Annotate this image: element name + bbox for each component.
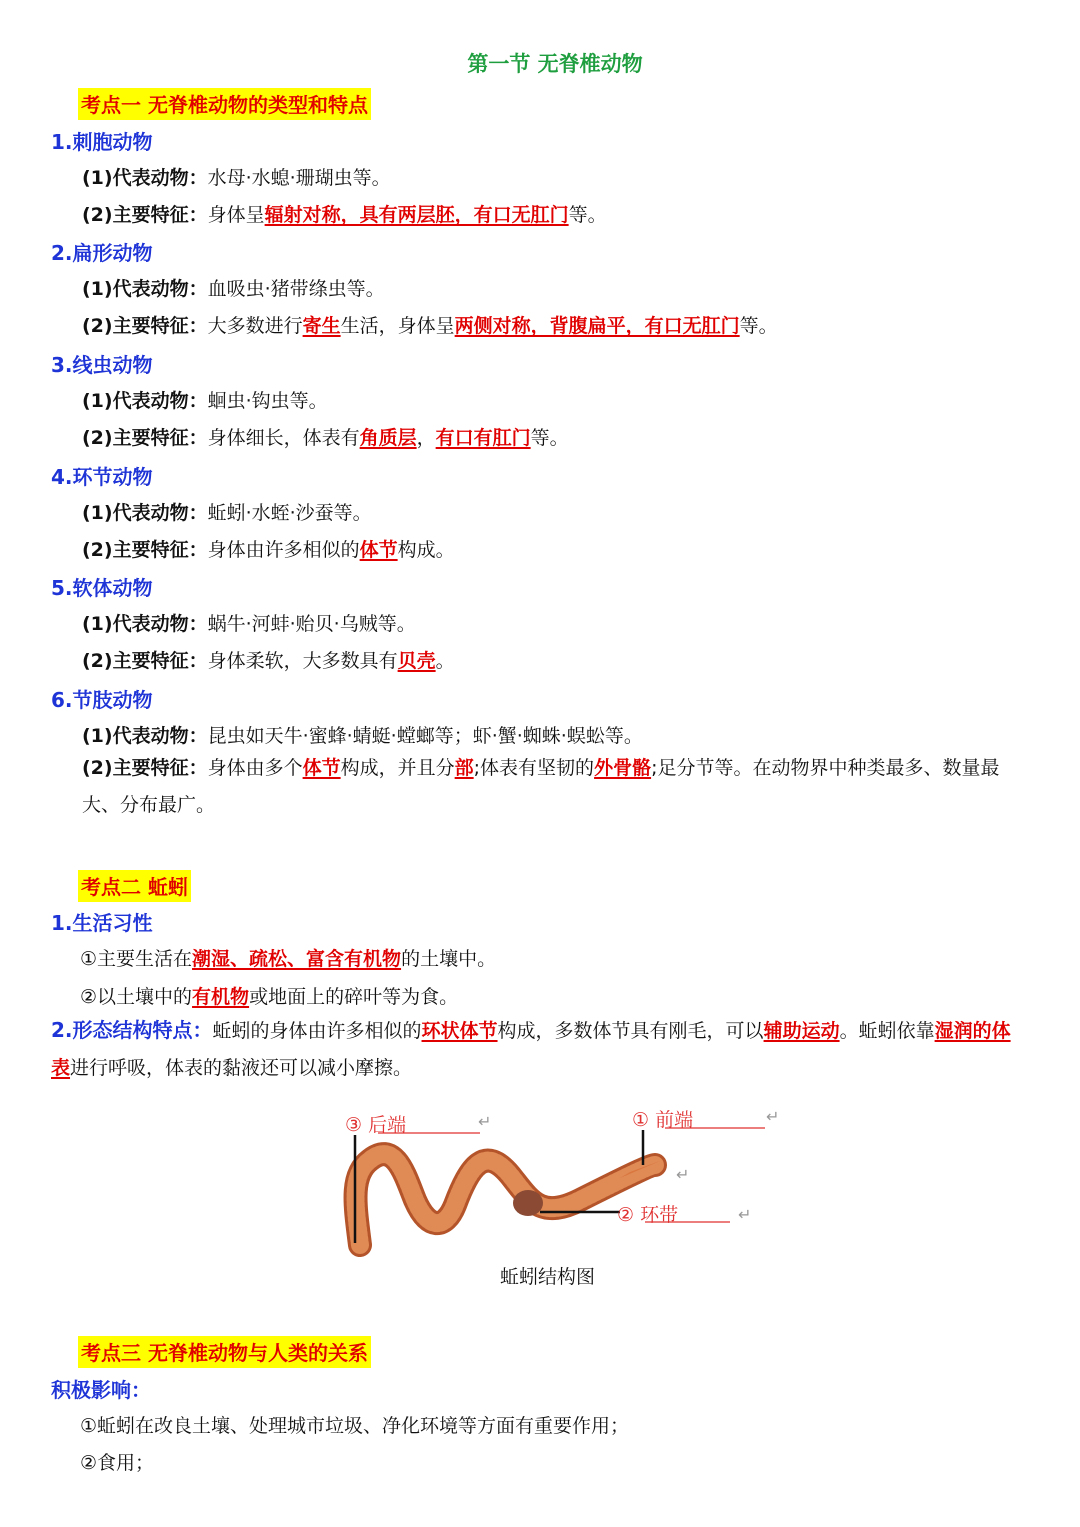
morphology-paragraph: 2.形态结构特点：蚯蚓的身体由许多相似的环状体节构成，多数体节具有刚毛，可以辅助运动。蚯蚓依靠湿润的体表进行呼吸，体表的黏液还可以减小摩擦。	[51, 1018, 1011, 1079]
earthworm-habit-title: 1.生活习性	[51, 911, 153, 935]
arthropoda-rep: (1)代表动物：昆虫如天牛·蜜蜂·蜻蜓·螳螂等；虾·蟹·蜘蛛·蜈蚣等。	[82, 725, 643, 747]
label-clitellum: ② 环带	[617, 1204, 679, 1226]
annelida-rep: (1)代表动物：蚯蚓·水蛭·沙蚕等。	[82, 502, 372, 524]
mollusca-rep: (1)代表动物：蜗牛·河蚌·贻贝·乌贼等。	[82, 613, 416, 635]
category-arthropoda: 6.节肢动物	[51, 688, 153, 712]
category-cnidaria: 1.刺胞动物	[51, 130, 153, 154]
positive-item-1: ①蚯蚓在改良土壤、处理城市垃圾、净化环境等方面有重要作用；	[80, 1415, 630, 1437]
cnidaria-rep: (1)代表动物：水母·水螅·珊瑚虫等。	[82, 167, 391, 189]
positive-item-2: ②食用；	[80, 1452, 155, 1474]
return-mark-4: ↵	[738, 1205, 752, 1224]
category-annelida: 4.环节动物	[51, 465, 153, 489]
platyhelminthes-feat: (2)主要特征：大多数进行寄生生活，身体呈两侧对称，背腹扁平，有口无肛门等。	[82, 315, 778, 337]
clitellum-band	[513, 1190, 543, 1216]
habit-line-1: ①主要生活在潮湿、疏松、富含有机物的土壤中。	[80, 948, 497, 970]
nematoda-feat: (2)主要特征：身体细长，体表有角质层，有口有肛门等。	[82, 427, 569, 449]
kp2-heading: 考点二 蚯蚓	[78, 870, 191, 902]
annelida-feat: (2)主要特征：身体由许多相似的体节构成。	[82, 539, 455, 561]
label-rear: ③ 后端	[345, 1114, 407, 1136]
positive-impact-title: 积极影响：	[51, 1378, 151, 1402]
arthropoda-feat: (2)主要特征：身体由多个体节构成，并且分部;体表有坚韧的外骨骼;足分节等。在动物界中种类最多、数量最大、分布最广。	[82, 757, 1000, 816]
return-mark-3: ↵	[676, 1165, 690, 1184]
return-mark-2: ↵	[766, 1107, 780, 1126]
platyhelminthes-rep: (1)代表动物：血吸虫·猪带绦虫等。	[82, 278, 385, 300]
return-mark-1: ↵	[478, 1112, 492, 1131]
habit-line-2: ②以土壤中的有机物或地面上的碎叶等为食。	[80, 986, 459, 1008]
mollusca-feat: (2)主要特征：身体柔软，大多数具有贝壳。	[82, 650, 455, 672]
kp3-heading: 考点三 无脊椎动物与人类的关系	[78, 1336, 371, 1368]
worm-segments	[356, 1154, 655, 1245]
cnidaria-feat: (2)主要特征：身体呈辐射对称，具有两层胚，有口无肛门等。	[82, 204, 607, 226]
page-title: 第一节 无脊椎动物	[467, 52, 643, 76]
category-mollusca: 5.软体动物	[51, 576, 153, 600]
category-platyhelminthes: 2.扁形动物	[51, 241, 153, 265]
kp1-heading: 考点一 无脊椎动物的类型和特点	[78, 88, 371, 120]
nematoda-rep: (1)代表动物：蛔虫·钩虫等。	[82, 390, 328, 412]
figure-caption: 蚯蚓结构图	[500, 1266, 596, 1288]
label-front: ① 前端	[632, 1109, 694, 1131]
category-nematoda: 3.线虫动物	[51, 353, 153, 377]
